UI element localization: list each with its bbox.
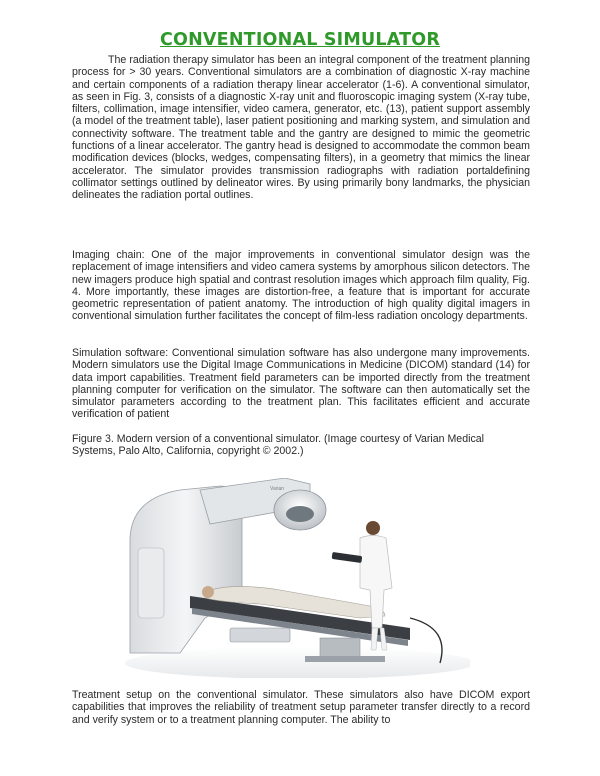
simulator-figure xyxy=(110,478,470,678)
simulation-software-paragraph: Simulation software: Conventional simulation software has also undergone many improvements. Modern simulators use the Digital Image Communications in Medicine (DICOM) standard (14) for data import capabilities. Treatment field parameters can be imported directly from the treatment planning computer for verification on the simulator. The software can then automatically set the simulator parameters according to the treatment plan. This facilitates efficient and accurate verification of patient xyxy=(72,347,530,421)
gantry-panel xyxy=(138,548,164,618)
figure-caption: Figure 3. Modern version of a conventional simulator. (Image courtesy of Varian Medical Systems, Palo Alto, California, copyright © 2002.) xyxy=(72,433,484,458)
brand-label: Varian xyxy=(270,486,285,492)
imaging-chain-paragraph: Imaging chain: One of the major improvements in conventional simulator design was the replacement of image intensifiers and video camera systems by amorphous silicon detectors. The new imagers produce high spatial and contrast resolution images which approach film quality, Fig. 4. More importantly, these images are distortion-free, a feature that is important for accurate geometric representation of patient anatomy. The introduction of high quality digital imagers in conventional simulation further facilitates the concept of film-less radiation oncology departments. xyxy=(72,249,530,323)
hand-pendant xyxy=(332,552,363,563)
treatment-setup-paragraph: Treatment setup on the conventional simulator. These simulators also have DICOM export capabilities that improves the reliability of treatment setup parameter transfer directly to a record and verify system or to a treatment planning computer. The ability to xyxy=(72,689,530,726)
technician-head xyxy=(366,521,380,535)
image-detector xyxy=(230,628,290,642)
couch-pedestal xyxy=(320,638,360,658)
page-title: CONVENTIONAL SIMULATOR xyxy=(159,30,441,50)
intro-paragraph: The radiation therapy simulator has been an integral component of the treatment planning process for > 30 years. Conventional simulators are a combination of diagnostic X-ray machine and certain components of a radiation therapy linear accelerator (1-6). A conventional simulator, as seen in Fig. 3, consists of a diagnostic X-ray unit and fluoroscopic imaging system (X-ray tube, filters, collimation, image intensifier, video camera, generator, etc. (13), patient support assembly (a model of the treatment table), laser patient positioning and marking system, and simulation and connectivity software. The treatment table and the gantry are designed to mimic the geometric functions of a linear accelerator. The gantry head is designed to accommodate the common beam modification devices (blocks, wedges, compensating filters), in a geometry that mimics the linear accelerator. The simulator provides transmission radiographs with radiation portaldefining collimator settings outlined by delineator wires. By using primarily bony landmarks, the physician delineates the radiation portal outlines. xyxy=(72,54,530,202)
